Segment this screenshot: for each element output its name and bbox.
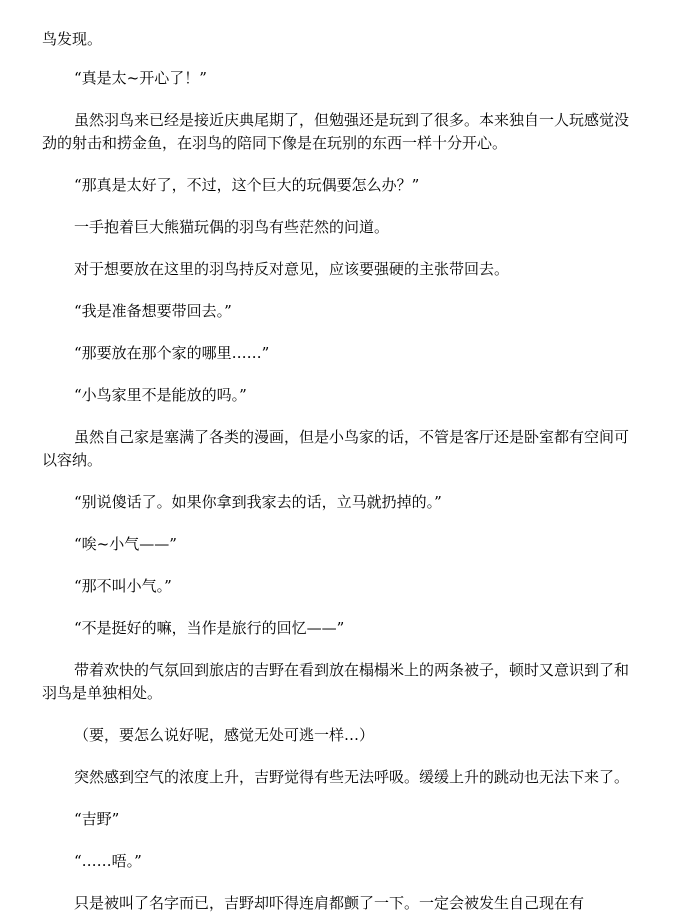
paragraph: 只是被叫了名字而已，吉野却吓得连肩都颤了一下。一定会被发生自己现在有	[74, 894, 585, 912]
paragraph: “那要放在那个家的哪里……”	[74, 344, 270, 362]
paragraph: 突然感到空气的浓度上升，吉野觉得有些无法呼吸。缓缓上升的跳动也无法下来了。	[74, 768, 630, 786]
paragraph: “别说傻话了。如果你拿到我家去的话，立马就扔掉的。”	[74, 493, 442, 511]
paragraph: “我是准备想要带回去。”	[74, 302, 232, 320]
paragraph: 鸟发现。	[42, 30, 103, 48]
paragraph: “小鸟家里不是能放的吗。”	[74, 386, 247, 404]
paragraph: 带着欢快的气氛回到旅店的吉野在看到放在榻榻米上的两条被子，顿时又意识到了和羽鸟是单独相处。	[42, 661, 630, 702]
paragraph: “吉野”	[74, 810, 120, 828]
paragraph: 一手抱着巨大熊猫玩偶的羽鸟有些茫然的问道。	[74, 218, 390, 236]
paragraph: （要，要怎么说好呢，感觉无处可逃一样…）	[74, 726, 375, 744]
paragraph: 虽然羽鸟来已经是接近庆典尾期了，但勉强还是玩到了很多。本来独自一人玩感觉没劲的射击和捞金鱼，在羽鸟的陪同下像是在玩别的东西一样十分开心。	[42, 111, 630, 152]
paragraph: “……唔。”	[74, 852, 142, 870]
paragraph: “真是太~开心了！”	[74, 69, 207, 87]
paragraph: “那不叫小气。”	[74, 577, 172, 595]
paragraph: “唉~小气——”	[74, 535, 177, 553]
paragraph: “那真是太好了，不过，这个巨大的玩偶要怎么办？”	[74, 176, 420, 194]
paragraph: “不是挺好的嘛，当作是旅行的回忆——”	[74, 619, 345, 637]
paragraph: 虽然自己家是塞满了各类的漫画，但是小鸟家的话，不管是客厅还是卧室都有空间可以容纳。	[42, 428, 630, 469]
paragraph: 对于想要放在这里的羽鸟持反对意见，应该要强硬的主张带回去。	[74, 260, 510, 278]
